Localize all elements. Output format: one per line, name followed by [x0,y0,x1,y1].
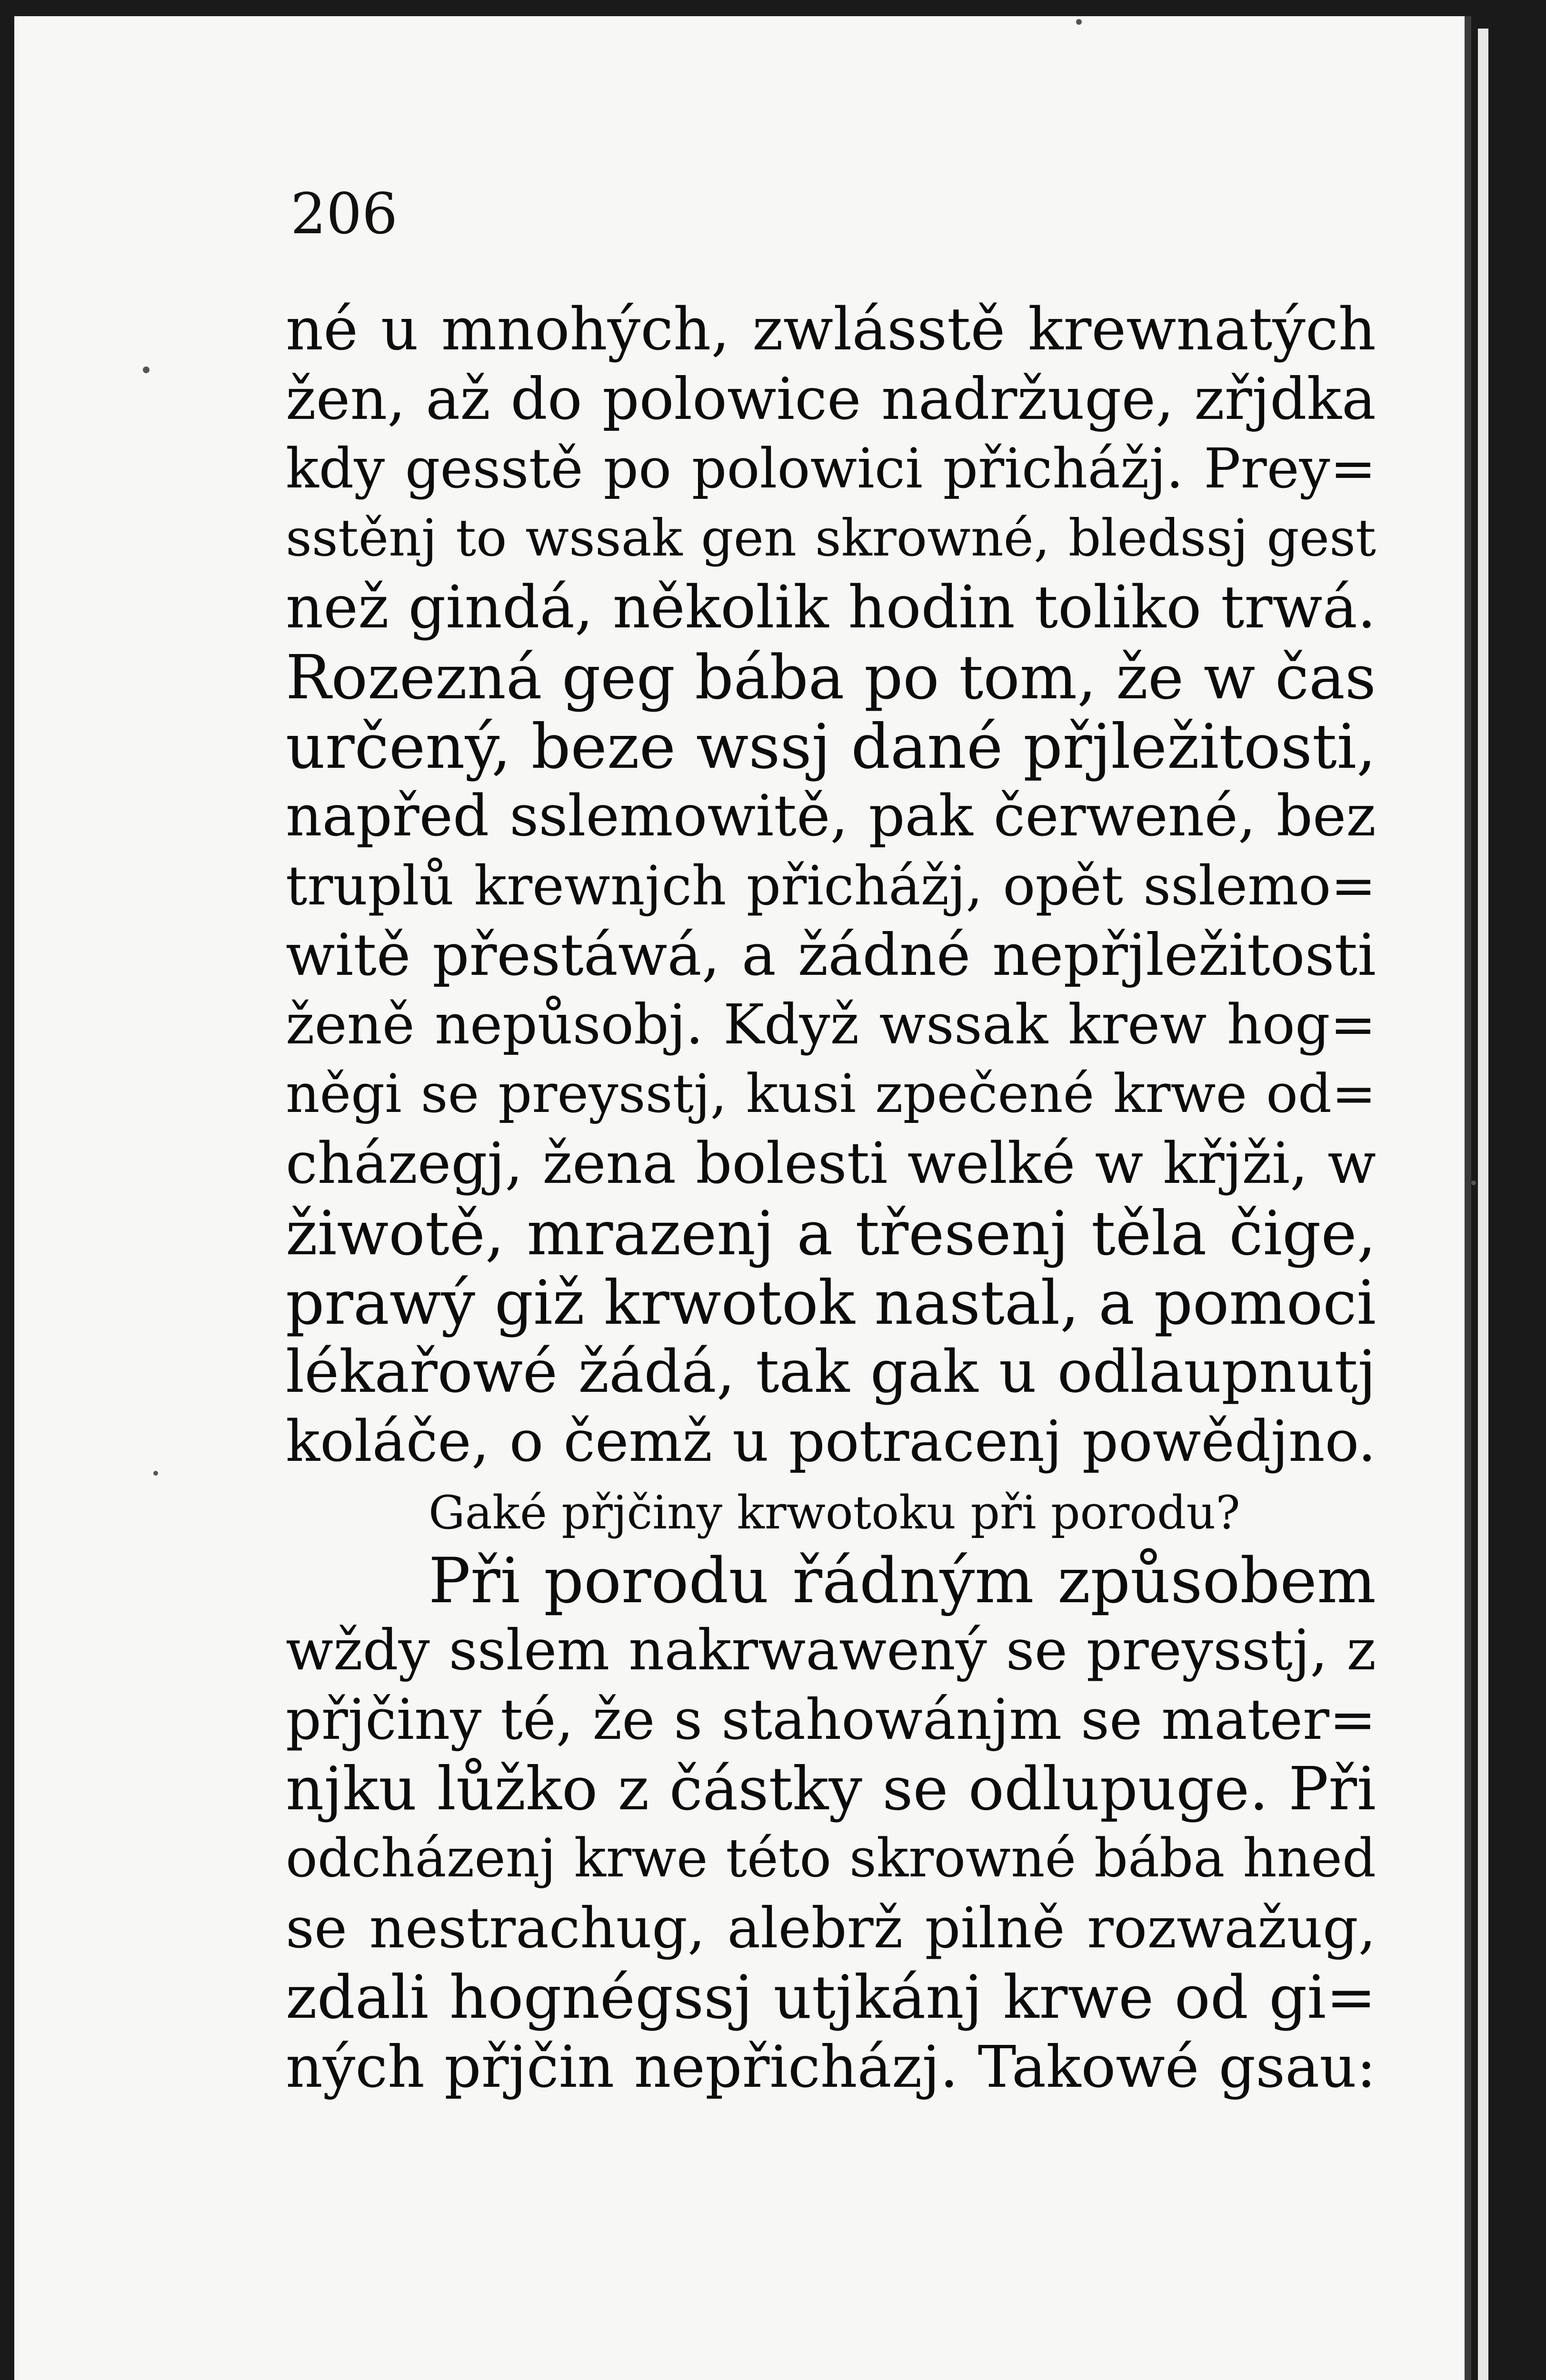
text-line: koláče, o čemž u potracenj powědjno. [286,1409,1376,1475]
text-line: prawý giž krwotok nastal, a pomoci [286,1268,1376,1338]
text-line: napřed sslemowitě, pak čerwené, bez [286,783,1376,849]
text-line: zdali hognégssj utjkánj krwe od gi= [286,1963,1376,2032]
text-line: žiwotě, mrazenj a třesenj těla čige, [286,1198,1376,1269]
text-line: přjčiny té, že s stahowánjm se mater= [286,1687,1376,1752]
text-line: lékařowé žádá, tak gak u odlaupnutj [286,1338,1376,1406]
ink-speck [153,1471,158,1476]
text-line: Rozezná geg bába po tom, že w čas [286,642,1376,713]
text-line: witě přestáwá, a žádné nepřjležitosti [286,922,1376,989]
text-line: sstěnj to wssak gen skrowné, bledssj gest [286,509,1376,568]
text-line: odcházenj krwe této skrowné bába hned [286,1828,1376,1889]
text-line: ženě nepůsobj. Když wssak krew hog= [286,993,1376,1057]
text-line: wždy sslem nakrwawený se preysstj, z [286,1617,1376,1683]
section-heading: Gaké přjčiny krwotoku při porodu? [429,1486,1240,1539]
ink-speck [143,367,150,373]
body-text [286,295,1376,2102]
text-line: né u mnohých, zwlásstě krewnatých [286,296,1376,364]
text-line: truplů krewnjch přichážj, opět sslemo= [286,854,1376,917]
text-line: njku lůžko z částky se odlupuge. Při [286,1755,1376,1824]
text-line: ných přjčin nepřicházj. Takowé gsau: [286,2033,1376,2101]
page-edge [1478,29,1488,2380]
text-line: určený, beze wssj dané přjležitosti, [286,711,1376,783]
text-line: něgi se preysstj, kusi zpečené krwe od= [286,1063,1376,1125]
text-line: žen, až do polowice nadržuge, zřjdka [286,366,1376,433]
text-line: se nestrachug, alebrž pilně rozwažug, [286,1895,1376,1961]
text-line: Při porodu řádným způsobem [429,1544,1376,1617]
page-number: 206 [290,181,398,247]
ink-speck [1076,19,1082,25]
text-line: cházegj, žena bolesti welké w křjži, w [286,1131,1376,1197]
text-line: než gindá, několik hodin toliko trwá. [286,574,1376,642]
ink-speck [1471,1180,1476,1185]
text-line: kdy gesstě po polowici přichážj. Prey= [286,437,1376,501]
